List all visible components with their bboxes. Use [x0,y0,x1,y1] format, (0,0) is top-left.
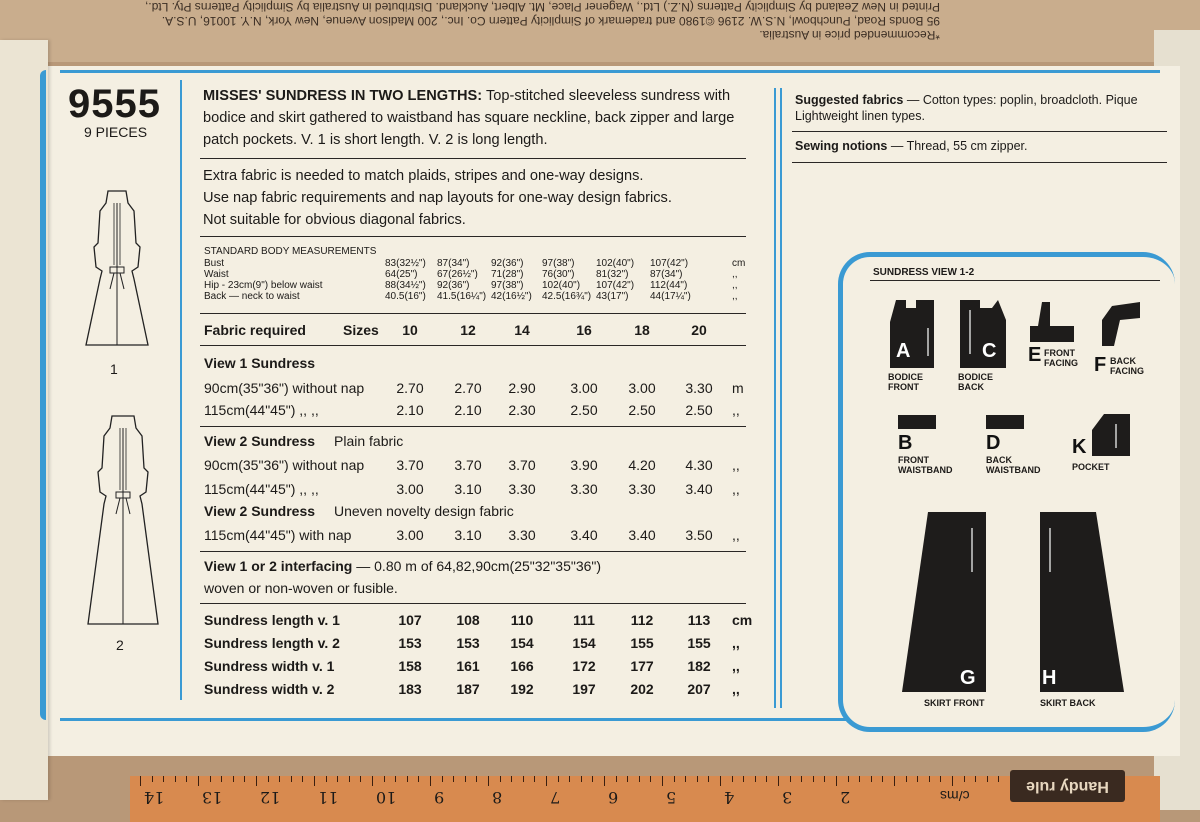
ruler-number: 11 [318,788,339,807]
view-2-yardage-label: 115cm(44"45") ,, ,, [204,481,319,497]
finished-measurement-label: Sundress width v. 2 [204,681,335,697]
piece-d-back-waistband [986,415,1024,429]
ruler-number: 4 [724,788,735,807]
ruler-tick [430,776,431,786]
measurement-value: 40.5(16") [385,291,426,302]
view-2-illustration [82,410,162,630]
piece-d-letter: D [986,432,1001,454]
piece-g-skirt-front [900,510,990,694]
sizes-label: Sizes [343,322,379,338]
view-1-yardage-value: 2.90 [508,380,536,396]
interfacing-text: — 0.80 m of 64,82,90cm(25"32"35"36") [356,558,602,574]
piece-f-back-facing [1092,300,1142,348]
ruler-tick [616,776,617,782]
ruler-tick [813,776,814,782]
blue-divider-2 [774,88,776,708]
finished-measurement-unit: cm [732,612,753,628]
view-2-yardage-value: 3.40 [685,481,713,497]
size-header: 20 [691,322,707,338]
ruler-tick [488,776,489,786]
finished-measurement-value: 187 [456,681,480,697]
ruler-tick [256,776,257,786]
measurement-value: 88(34½") [385,280,426,291]
ruler-number: 14 [144,788,165,807]
measurement-label: Hip - 23cm(9") below waist [204,280,323,291]
measurement-unit: ,, [732,291,738,302]
top-flap [0,0,1200,62]
measurement-value: 67(26½") [437,269,478,280]
notions-text: — Thread, 55 cm zipper. [890,139,1028,153]
piece-e-label-1: FRONT [1044,348,1075,358]
finished-measurement-value: 207 [687,681,711,697]
ruler-number: 8 [492,788,503,807]
ruler-tick [395,776,396,782]
ruler-tick [987,776,988,782]
ruler-tick [500,776,501,782]
divider [792,162,1167,163]
view-2-yardage-value: 3.00 [396,481,424,497]
ruler-number: 13 [202,788,223,807]
ruler-number: 12 [260,788,281,807]
ruler-tick [732,776,733,782]
view-1-label: 1 [110,361,118,377]
measurement-unit: ,, [732,280,738,291]
view-2b-yardage-label: 115cm(44"45") with nap [204,527,352,543]
piece-a-label-1: BODICE [888,372,924,382]
measurement-value: 92(36") [491,258,524,269]
view-1-yardage-value: 2.70 [396,380,424,396]
ruler-tick [476,776,477,782]
divider [200,603,746,604]
finished-measurement-label: Sundress width v. 1 [204,658,335,674]
ruler-number: 2 [840,788,851,807]
piece-d-label-1: BACK [986,455,1012,465]
finished-measurement-value: 154 [510,635,534,651]
ruler-tick [453,776,454,782]
piece-g-letter: G [960,667,976,689]
notions-title: Sewing notions [795,139,888,153]
ruler-tick [662,776,663,786]
ruler-tick [824,776,825,782]
measurements-heading: STANDARD BODY MEASUREMENTS [204,246,377,257]
finished-measurement-value: 182 [687,658,711,674]
view-2b-yardage-unit: ,, [732,527,740,543]
finished-measurement-label: Sundress length v. 2 [204,635,340,651]
piece-b-letter: B [898,432,913,454]
ruler-tick [917,776,918,782]
ruler-tick [442,776,443,782]
view-1-yardage-unit: m [732,380,744,396]
ruler-tick [558,776,559,782]
ruler-tick [198,776,199,786]
finished-measurement-value: 155 [630,635,654,651]
ruler-tick [894,776,895,786]
ruler-number: 6 [608,788,619,807]
ruler-tick [697,776,698,782]
size-header: 12 [460,322,476,338]
view-2-yardage-label: 90cm(35"36") without nap [204,457,365,473]
ruler-tick [360,776,361,782]
suggested-text-2: Lightweight linen types. [795,109,925,123]
ruler-tick [650,776,651,782]
measurement-value: 87(34") [437,258,470,269]
finished-measurement-value: 166 [510,658,534,674]
piece-e-letter: E [1028,344,1042,366]
view-1-yardage-value: 2.10 [454,402,482,418]
finished-measurement-value: 107 [398,612,422,628]
ruler-strip [130,776,1160,822]
view-1-yardage-value: 2.50 [685,402,713,418]
measurement-value: 97(38") [542,258,575,269]
view-2-yardage-value: 4.30 [685,457,713,473]
piece-f-label [1110,356,1144,376]
measurement-value: 42.5(16¾") [542,291,592,302]
view-1-yardage-value: 2.10 [396,402,424,418]
suggested-title: Suggested fabrics [795,93,904,107]
ruler-tick [778,776,779,786]
finished-measurement-value: 111 [573,612,595,628]
piece-b-label-1: FRONT [898,455,929,465]
ruler-tick [314,776,315,786]
measurement-value: 64(25") [385,269,418,280]
ruler-tick [302,776,303,782]
measurement-value: 107(42") [650,258,689,269]
size-header: 16 [576,322,592,338]
ruler-tick [975,776,976,782]
blue-divider-3 [780,88,782,708]
ruler-tick [279,776,280,782]
divider [200,236,746,237]
divider [200,313,746,314]
view-1-yardage-value: 3.00 [570,380,598,396]
measurement-value: 102(40") [542,280,581,291]
finished-measurement-unit: ,, [732,658,740,674]
ruler-number: 7 [550,788,561,807]
suggested-fabrics [795,92,1138,108]
ruler-tick [964,776,965,782]
ruler-tick [882,776,883,782]
finished-measurement-value: 183 [398,681,422,697]
view-2b-yardage-value: 3.10 [454,527,482,543]
sewing-notions [795,138,1027,154]
view-2-yardage-value: 3.90 [570,457,598,473]
finished-measurement-label: Sundress length v. 1 [204,612,340,628]
ruler-number: 9 [434,788,445,807]
view-2b-yardage-value: 3.00 [396,527,424,543]
measurement-value: 87(34") [650,269,683,280]
measurement-value: 42(16½") [491,291,532,302]
ruler-tick [871,776,872,782]
piece-f-letter: F [1094,354,1107,376]
fabric-notes [203,165,758,231]
finished-measurement-value: 153 [398,635,422,651]
handy-rule-logo: Handy rule [1010,770,1125,802]
view-2-yardage-value: 3.70 [508,457,536,473]
flap-line-3: *Recommended price in Australia. [759,28,940,42]
finished-measurement-unit: ,, [732,635,740,651]
ruler-tick [534,776,535,782]
ruler-tick [569,776,570,782]
pattern-number: 9555 [68,82,161,126]
ruler-tick [859,776,860,782]
finished-measurement-value: 197 [572,681,596,697]
view-2-yardage-unit: ,, [732,481,740,497]
view-1-yardage-value: 2.30 [508,402,536,418]
piece-k-pocket [1090,412,1132,458]
ruler-tick [952,776,953,786]
measurement-value: 41.5(16¼") [437,291,487,302]
ruler-tick [581,776,582,782]
finished-measurement-value: 172 [572,658,596,674]
piece-e-label [1044,348,1078,368]
view-2-yardage-value: 3.30 [570,481,598,497]
view-2-yardage-value: 3.30 [628,481,656,497]
ruler-tick [639,776,640,782]
view-2-subtitle: Plain fabric [334,433,404,449]
view-2-yardage-value: 3.30 [508,481,536,497]
interfacing-text-2: woven or non-woven or fusible. [204,580,398,596]
ruler-tick [152,776,153,782]
ruler-tick [175,776,176,782]
note-plaids: Extra fabric is needed to match plaids, stripes and one-way designs. [203,168,644,184]
view-1-yardage-value: 3.00 [628,380,656,396]
ruler-tick [836,776,837,786]
piece-k-label: POCKET [1072,462,1110,472]
size-header: 18 [634,322,650,338]
piece-k-letter: K [1072,436,1087,458]
view-2b-subtitle: Uneven novelty design fabric [334,503,514,519]
ruler-tick [755,776,756,782]
piece-b-label [898,455,953,475]
finished-measurement-value: 158 [398,658,422,674]
view-1-yardage-value: 2.50 [570,402,598,418]
ruler-tick [592,776,593,782]
piece-a-letter: A [896,340,911,362]
ruler-tick [465,776,466,782]
measurement-value: 71(28") [491,269,524,280]
ruler-tick [998,776,999,782]
ruler-tick [163,776,164,782]
divider [200,158,746,159]
description-title: MISSES' SUNDRESS IN TWO LENGTHS: [203,88,483,104]
finished-measurement-value: 113 [687,612,711,628]
view-2-yardage-value: 3.10 [454,481,482,497]
ruler-tick [685,776,686,782]
pieces-panel-title: SUNDRESS VIEW 1-2 [873,267,975,278]
piece-a-label [888,372,923,392]
description [203,85,758,151]
measurement-value: 107(42") [596,280,635,291]
divider [792,131,1167,132]
flap-line-2: 95 Bonds Road, Punchbowl, N.S.W. 2196 ©1980 and trademark of Simplicity Pattern Co. Inc., 200 Madison Avenue, New York, N.Y. 10016, U.S.A. [161,14,940,28]
finished-measurement-value: 112 [630,612,654,628]
finished-measurement-value: 161 [456,658,480,674]
piece-g-label: SKIRT FRONT [924,698,985,708]
ruler-tick [708,776,709,782]
ruler-tick [291,776,292,782]
blue-border-left [40,70,46,720]
finished-measurement-value: 192 [510,681,534,697]
ruler-tick [186,776,187,782]
view-2-yardage-unit: ,, [732,457,740,473]
ruler-tick [407,776,408,782]
view-2-yardage-value: 3.70 [454,457,482,473]
ruler-tick [349,776,350,782]
view-2-title: View 2 Sundress [204,433,316,449]
view-2-label: 2 [116,637,124,653]
description-text: Top-stitched sleeveless sundress with bodice and skirt gathered to waistband has square neckline, back zipper and large patch pockets. V. 1 is short length. V. 2 is long length. [203,88,735,148]
measurement-value: 76(30") [542,269,575,280]
suggested-text: — Cotton types: poplin, broadcloth. Pique [906,93,1138,107]
ruler-number: 5 [666,788,677,807]
ruler-tick [418,776,419,782]
piece-c-label-2: BACK [958,382,984,392]
ruler-tick [848,776,849,782]
ruler-tick [511,776,512,782]
piece-f-label-2: FACING [1110,366,1145,376]
ruler-tick [940,776,941,782]
ruler-tick [929,776,930,782]
ruler-tick [233,776,234,782]
ruler-tick [326,776,327,782]
measurement-value: 112(44") [650,280,688,291]
view-1-yardage-value: 2.50 [628,402,656,418]
ruler-tick [546,776,547,786]
measurement-label: Waist [204,269,229,280]
measurement-value: 43(17") [596,291,629,302]
ruler-tick [384,776,385,782]
measurement-value: 97(38") [491,280,524,291]
view-2b-yardage-value: 3.30 [508,527,536,543]
interfacing-title: View 1 or 2 interfacing [204,558,353,574]
piece-f-label-1: BACK [1110,356,1136,366]
piece-d-label-2: WAISTBAND [986,465,1041,475]
piece-b-front-waistband [898,415,936,429]
finished-measurement-unit: ,, [732,681,740,697]
piece-e-label-2: FACING [1044,358,1079,368]
piece-h-label: SKIRT BACK [1040,698,1096,708]
finished-measurement-value: 177 [630,658,654,674]
ruler-tick [790,776,791,782]
ruler-tick [221,776,222,782]
ruler-tick [906,776,907,782]
measurement-value: 92(36") [437,280,470,291]
ruler-tick [801,776,802,782]
ruler-tick [244,776,245,782]
finished-measurement-value: 110 [510,612,534,628]
piece-c-letter: C [982,340,997,362]
size-header: 14 [514,322,530,338]
blue-border-top [60,70,1160,73]
view-2-yardage-value: 3.70 [396,457,424,473]
finished-measurement-value: 153 [456,635,480,651]
measurement-value: 81(32") [596,269,629,280]
piece-d-label [986,455,1041,475]
measurement-value: 44(17¼") [650,291,691,302]
view-1-title: View 1 Sundress [204,355,316,371]
ruler-tick [674,776,675,782]
finished-measurement-value: 108 [456,612,480,628]
piece-c-label-1: BODICE [958,372,994,382]
view-1-yardage-label: 90cm(35"36") without nap [204,380,365,396]
view-1-yardage-unit: ,, [732,402,740,418]
ruler-tick [268,776,269,782]
finished-measurement-value: 155 [687,635,711,651]
finished-measurement-value: 154 [572,635,596,651]
view-1-illustration [76,185,156,355]
fabric-required-heading: Fabric required [204,322,306,338]
divider [200,345,746,346]
measurement-value: 102(40") [596,258,635,269]
top-flap-text [0,0,1200,46]
ruler-tick [743,776,744,782]
view-2b-yardage-value: 3.40 [628,527,656,543]
ruler-tick [766,776,767,782]
view-1-yardage-value: 3.30 [685,380,713,396]
measurement-label: Back — neck to waist [204,291,300,302]
ruler-tick [337,776,338,782]
ruler-unit: c/ms [940,788,970,804]
piece-h-letter: H [1042,667,1057,689]
size-header: 10 [402,322,418,338]
measurement-unit: ,, [732,269,738,280]
ruler-number: 10 [376,788,397,807]
ruler-tick [140,776,141,786]
ruler-tick [523,776,524,782]
view-2b-yardage-value: 3.50 [685,527,713,543]
ruler-number: 3 [782,788,793,807]
ruler-tick [720,776,721,786]
measurement-label: Bust [204,258,225,269]
divider [200,426,746,427]
flap-line-1: Printed in New Zealand by Simplicity Patterns (N.Z.) Ltd., Wagener Place, Mt. Albert, Auckland. Distributed in Australia by Simplicity Patterns Pty. Ltd., [145,0,940,14]
divider [870,280,1160,281]
note-nap: Use nap fabric requirements and nap layouts for one-way design fabrics. [203,190,672,206]
piece-a-label-2: FRONT [888,382,919,392]
view-2b-yardage-value: 3.40 [570,527,598,543]
note-diagonal: Not suitable for obvious diagonal fabrics. [203,212,466,228]
view-1-yardage-label: 115cm(44"45") ,, ,, [204,402,319,418]
interfacing-line [204,558,601,574]
view-1-yardage-value: 2.70 [454,380,482,396]
piece-b-label-2: WAISTBAND [898,465,953,475]
piece-c-label [958,372,993,392]
ruler-tick [372,776,373,786]
pieces-count: 9 PIECES [84,124,148,140]
measurement-value: 83(32½") [385,258,426,269]
divider [200,551,746,552]
view-2-yardage-value: 4.20 [628,457,656,473]
measurement-unit: cm [732,258,746,269]
blue-divider-1 [180,80,182,700]
ruler-tick [604,776,605,786]
finished-measurement-value: 202 [630,681,654,697]
piece-e-front-facing [1028,300,1076,344]
ruler-tick [210,776,211,782]
ruler-tick [627,776,628,782]
view-2b-title: View 2 Sundress [204,503,316,519]
